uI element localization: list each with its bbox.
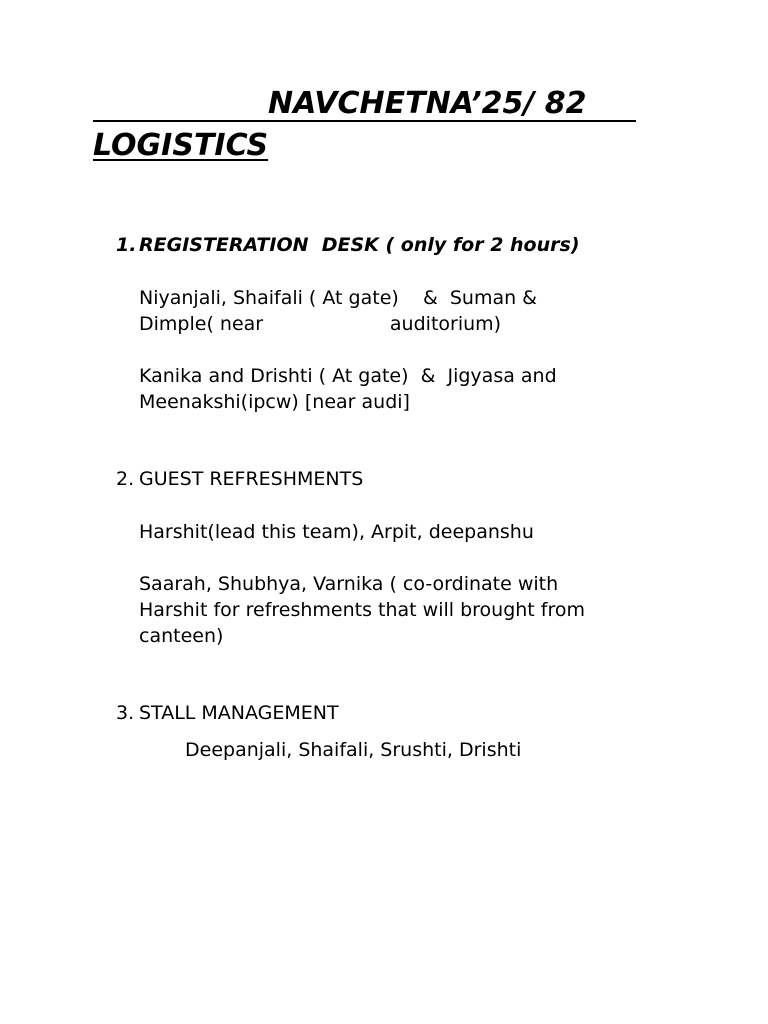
section-1-paragraph-2: Kanika and Drishti ( At gate) & Jigyasa and Meenakshi(ipcw) [near audi] [139,365,557,413]
section-2-title: GUEST REFRESHMENTS [139,468,364,490]
section-2-heading [116,467,363,491]
section-3-heading [116,701,339,725]
document-title-line-1: NAVCHETNA’25/ 82 [93,86,636,122]
section-1-paragraph-1: Niyanjali, Shaifali ( At gate) & Suman & Dimple( near auditorium) [139,287,537,335]
section-1-heading [116,233,580,257]
section-3-number: 3. [116,702,135,724]
section-1-number: 1. [116,234,137,256]
document-title-line-2: LOGISTICS [93,128,269,163]
section-2-paragraph-1: Harshit(lead this team), Arpit, deepanshu [139,521,534,543]
section-2-paragraph-2: Saarah, Shubhya, Varnika ( co-ordinate with Harshit for refreshments that will brought from canteen) [139,573,586,647]
section-3-paragraph-1: Deepanjali, Shaifali, Srushti, Drishti [185,739,522,761]
section-3-title: STALL MANAGEMENT [139,702,339,724]
section-2-number: 2. [116,468,135,490]
section-1-title: REGISTERATION DESK ( only for 2 hours) [139,234,580,256]
